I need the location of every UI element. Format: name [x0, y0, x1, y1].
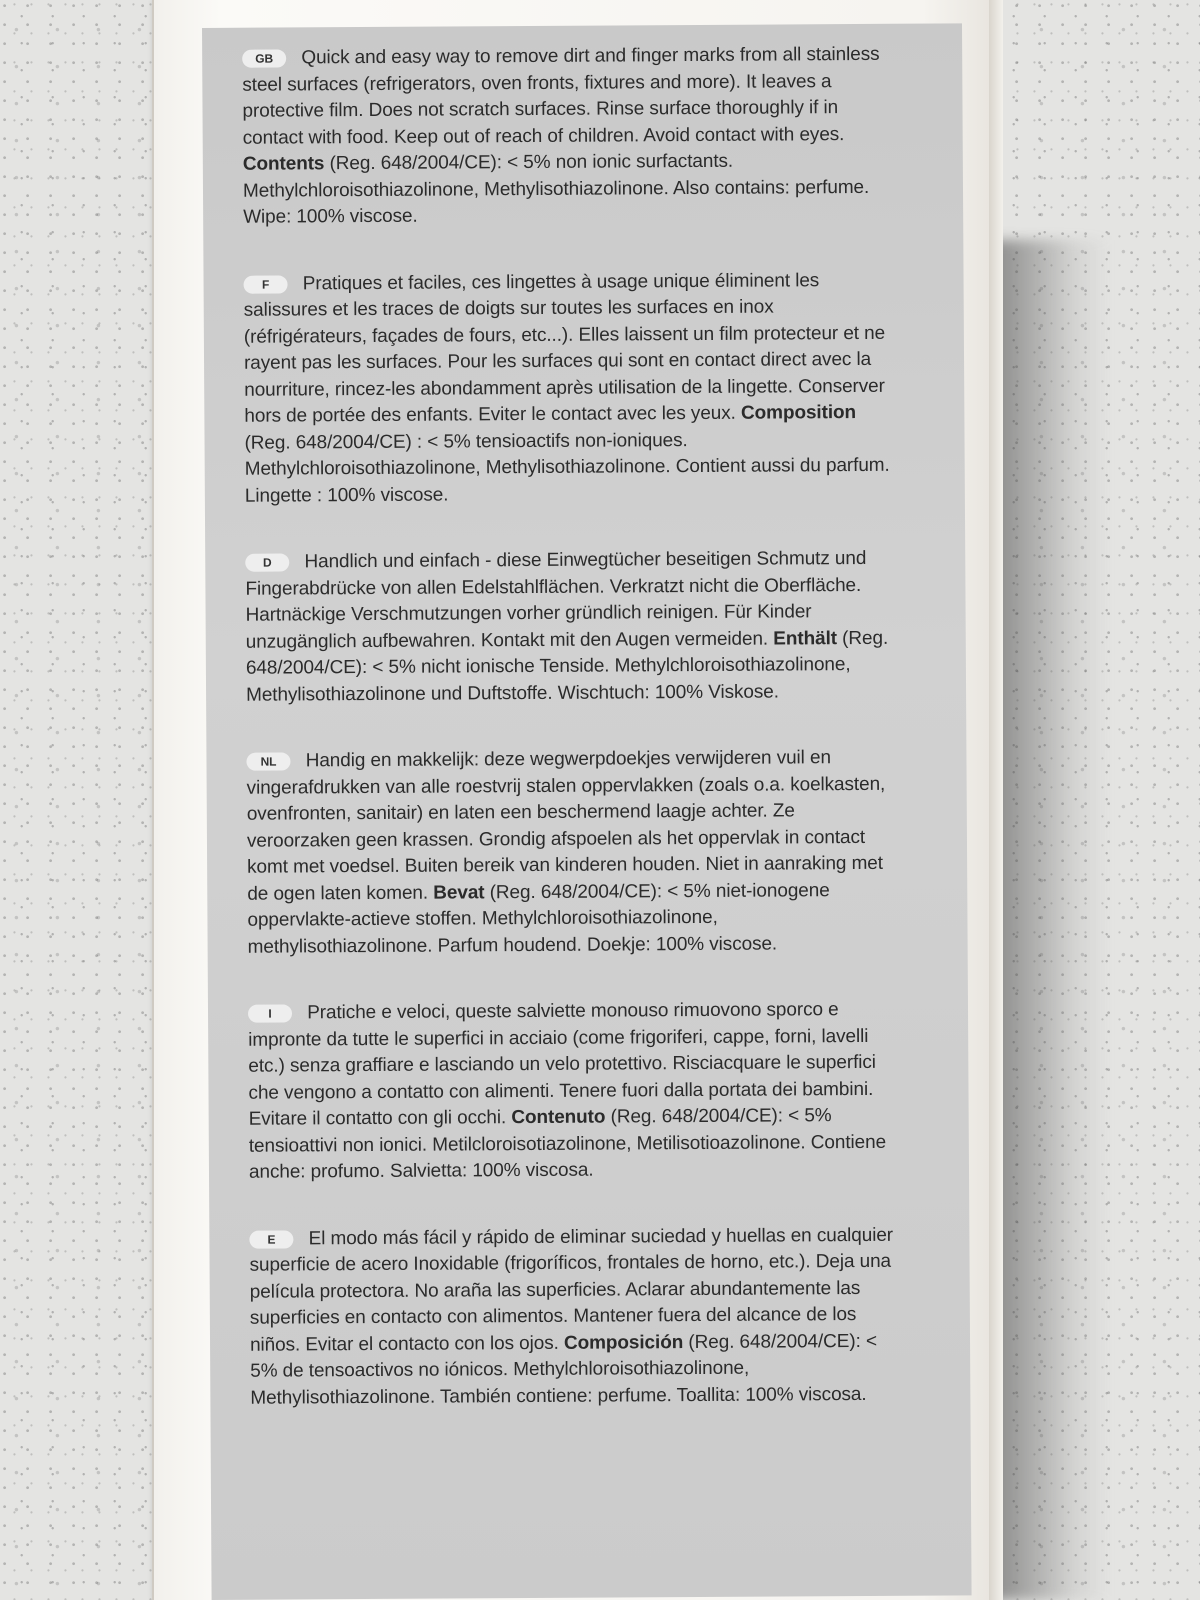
- section-d: [245, 546, 896, 709]
- section-f-text-cont: (Reg. 648/2004/CE) : < 5% tensioactifs non-ioniques. Methylchloroisothiazolinone, Methylisothiazolinone. Contient aussi du parfum. Lingette : 100% viscose.: [244, 429, 890, 507]
- section-i-text: Pratiche e veloci, queste salviette monouso rimuovono sporco e impronte da tutte le superfici in acciaio (come frigoriferi, cappe, forni, lavelli etc.) senza graffiare e lasciando un velo protettivo. Risciacquare le superfici che vengono a contatto con alimenti. Tenere fuori dalla portata dei bambini. Evitare il contatto con gli occhi.: [248, 999, 876, 1130]
- box-side-edge: [989, 0, 1003, 1600]
- section-nl-bold: Bevat: [433, 881, 485, 904]
- section-gb-text: Quick and easy way to remove dirt and finger marks from all stainless steel surfaces (refrigerators, oven fronts, fixtures and more). It leaves a protective film. Does not scratch surfaces. Rinse surface thoroughly if in contact with food. Keep out of reach of children. Avoid contact with eyes.: [242, 43, 880, 149]
- language-badge-d: D: [245, 553, 289, 571]
- section-nl-text: Handig en makkelijk: deze wegwerpdoekjes verwijderen vuil en vingerafdrukken van alle roestvrij stalen oppervlakken (zoals o.a. koelkasten, ovenfronten, sanitair) en laten een beschermend laagje achter. Ze veroorzaken geen krassen. Grondig afspoelen als het oppervlak in contact komt met voedsel. Buiten bereik van kinderen houden. Niet in aanraking met de ogen laten komen.: [246, 747, 886, 905]
- section-e-bold: Composición: [563, 1331, 684, 1354]
- section-gb-bold: Contents: [242, 153, 325, 175]
- section-i: [248, 997, 899, 1186]
- section-gb: [242, 42, 893, 231]
- product-box: [152, 0, 989, 1600]
- section-f-text: Pratiques et faciles, ces lingettes à usage unique éliminent les salissures et les traces de doigts sur toutes les surfaces en inox (réfrigérateurs, façades de fours, etc...). Elles laissent un film protecteur et ne rayent pas les surfaces. Pour les surfaces qui sont en contact direct avec la nourriture, rincez-les abondamment après utilisation de la lingette. Conserver hors de portée des enfants. Eviter le contact avec les yeux.: [243, 269, 886, 427]
- section-d-text-cont: (Reg. 648/2004/CE): < 5% nicht ionische Tenside. Methylchloroisothiazolinone, Methylisothiazolinone und Duftstoffe. Wischtuch: 100% Viskose.: [245, 627, 889, 706]
- language-badge-f: F: [244, 275, 288, 293]
- section-gb-text-cont: (Reg. 648/2004/CE): < 5% non ionic surfactants. Methylchloroisothiazolinone, Methylisothiazolinone. Also contains: perfume. Wipe: 100% viscose.: [242, 150, 870, 228]
- section-f-bold: Composition: [740, 402, 857, 424]
- section-f: [243, 267, 894, 509]
- section-e: [249, 1222, 900, 1411]
- language-badge-gb: GB: [242, 49, 286, 67]
- instructions-text: [242, 42, 901, 1452]
- section-i-bold: Contenuto: [511, 1106, 606, 1129]
- language-badge-i: I: [248, 1004, 292, 1022]
- language-badge-nl: NL: [246, 752, 290, 770]
- section-e-text: El modo más fácil y rápido de eliminar suciedad y huellas en cualquier superficie de acero Inoxidable (frigoríficos, frontales de horno, etc.). Deja una película protectora. No araña las superficies. Aclarar abundantemente las superficies en contacto con alimentos. Mantener fuera del alcance de los niños. Evitar el contacto con los ojos.: [249, 1224, 894, 1356]
- section-i-text-cont: (Reg. 648/2004/CE): < 5% tensioattivi non ionici. Metilcloroisotiazolinone, Metilisotioazolinone. Contiene anche: profumo. Salvietta: 100% viscosa.: [248, 1105, 887, 1183]
- section-nl: [246, 745, 897, 961]
- section-d-bold: Enthält: [773, 627, 838, 650]
- section-e-text-cont: (Reg. 648/2004/CE): < 5% de tensoactivos no iónicos. Methylchloroisothiazolinone, Methylisothiazolinone. También contiene: perfume. Toallita: 100% viscosa.: [250, 1330, 877, 1409]
- box-shadow: [990, 240, 1110, 1600]
- section-d-text: Handlich und einfach - diese Einwegtücher beseitigen Schmutz und Fingerabdrücke von allen Edelstahlflächen. Verkratzt nicht die Oberfläche. Hartnäckige Verschmutzungen vorher gründlich reinigen. Für Kinder unzugänglich aufbewahren. Kontakt mit den Augen vermeiden.: [245, 547, 867, 653]
- section-nl-text-cont: (Reg. 648/2004/CE): < 5% niet-ionogene oppervlakte-actieve stoffen. Methylchloroisothiazolinone, methylisothiazolinone. Parfum houdend. Doekje: 100% viscose.: [247, 879, 830, 958]
- language-badge-e: E: [249, 1230, 293, 1248]
- instructions-label-panel: [202, 23, 972, 1600]
